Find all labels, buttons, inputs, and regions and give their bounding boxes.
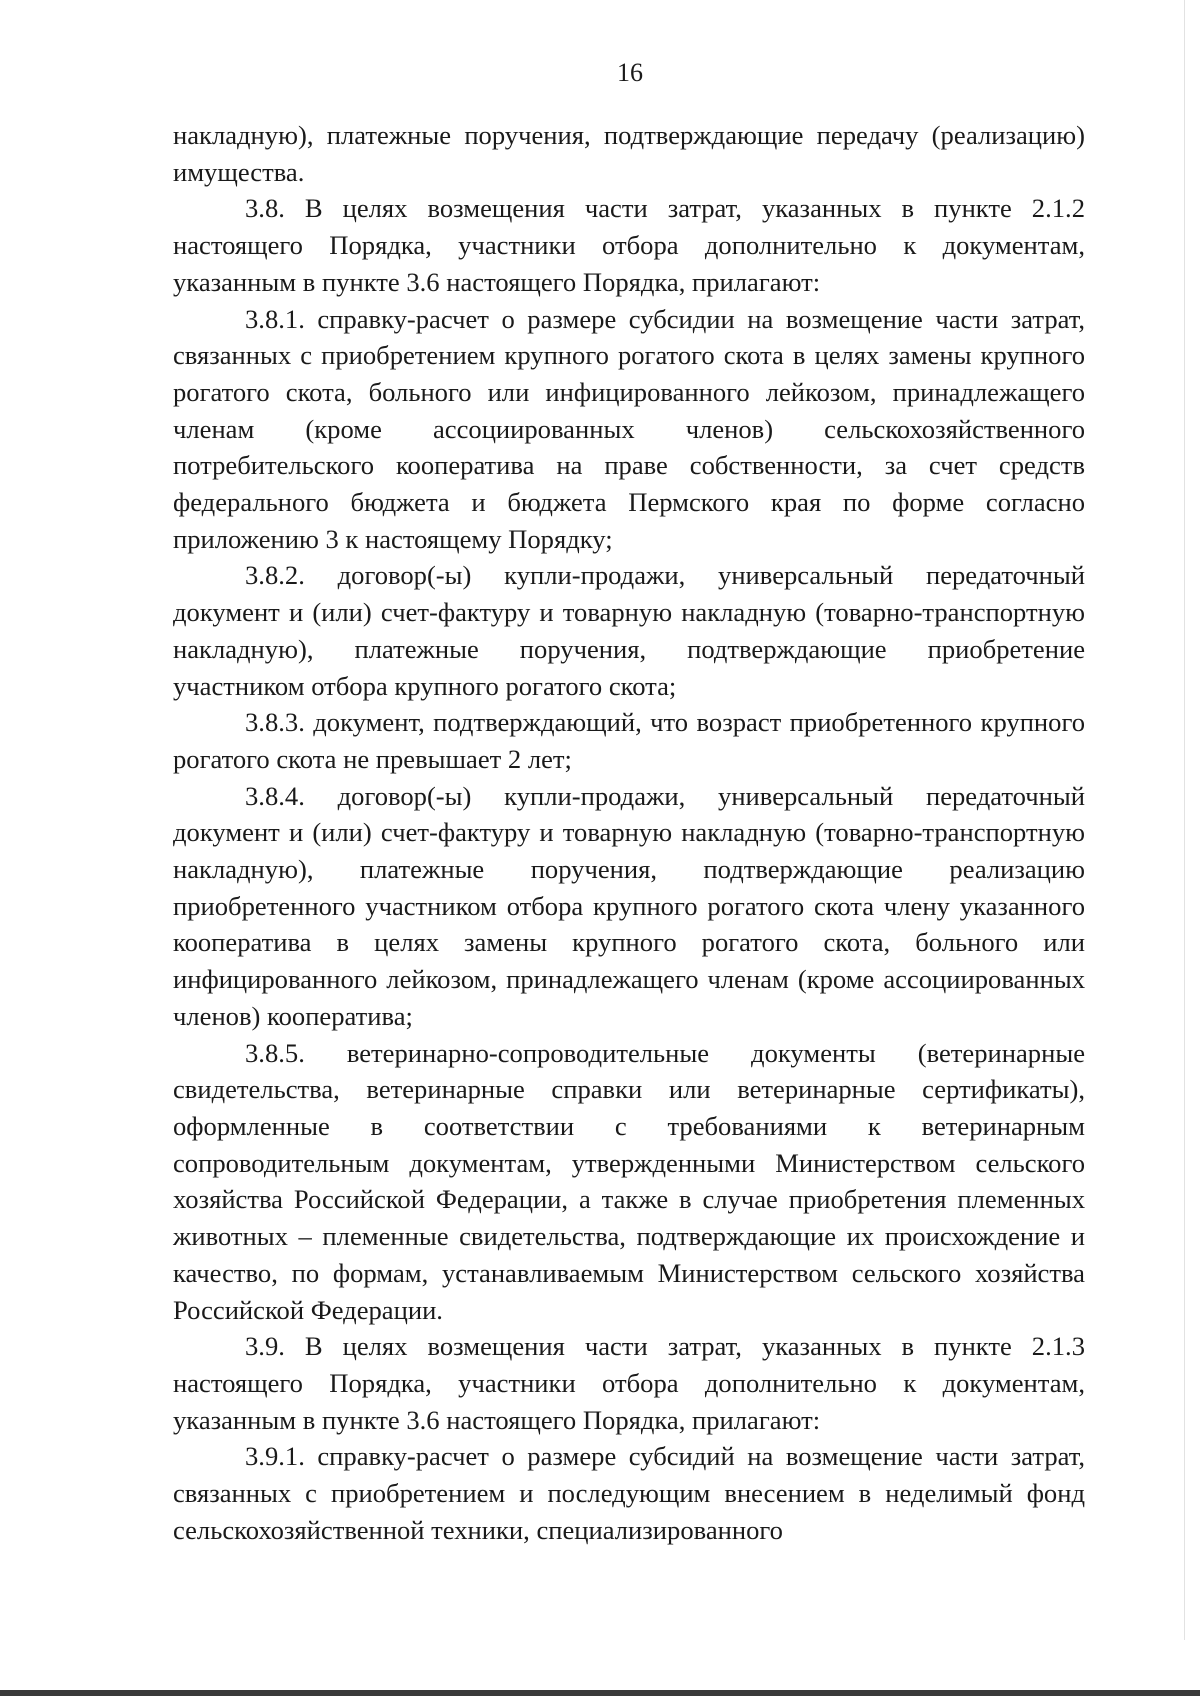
paragraph-continuation: накладную), платежные поручения, подтверждающие передачу (реализацию) имущества. [173,120,1085,187]
paragraph-3-8: 3.8. В целях возмещения части затрат, указанных в пункте 2.1.2 настоящего Порядка, участники отбора дополнительно к документам, указанным в пункте 3.6 настоящего Порядка, прилагают: [173,193,1085,297]
document-body [173,117,1085,1548]
paragraph-3-9-1: 3.9.1. справку-расчет о размере субсидий на возмещение части затрат, связанных с приобретением и последующим внесением в неделимый фонд сельскохозяйственной техники, специализированного [173,1441,1085,1545]
page-number: 16 [617,58,643,87]
paragraph-3-8-2: 3.8.2. договор(-ы) купли-продажи, универсальный передаточный документ и (или) счет-фактуру и товарную накладную (товарно-транспортную накладную), платежные поручения, подтверждающие приобретение участником отбора крупного рогатого скота; [173,560,1085,701]
paragraph-3-8-4: 3.8.4. договор(-ы) купли-продажи, универсальный передаточный документ и (или) счет-фактуру и товарную накладную (товарно-транспортную накладную), платежные поручения, подтверждающие реализацию приобретенного участником отбора крупного рогатого скота члену указанного кооператива в целях замены крупного рогатого скота, больного или инфицированного лейкозом, принадлежащего членам (кроме ассоциированных членов) кооператива; [173,780,1085,1031]
paragraph-3-9: 3.9. В целях возмещения части затрат, указанных в пункте 2.1.3 настоящего Порядка, участники отбора дополнительно к документам, указанным в пункте 3.6 настоящего Порядка, прилагают: [173,1331,1085,1435]
scan-bottom-border [0,1690,1200,1696]
paragraph-3-8-5: 3.8.5. ветеринарно-сопроводительные документы (ветеринарные свидетельства, ветеринарные справки или ветеринарные сертификаты), оформленные в соответствии с требованиями к ветеринарным сопроводительным документам, утвержденными Министерством сельского хозяйства Российской Федерации, а также в случае приобретения племенных животных – племенные свидетельства, подтверждающие их происхождение и качество, по формам, устанавливаемым Министерством сельского хозяйства Российской Федерации. [173,1037,1085,1325]
scan-edge-line [1184,0,1185,1640]
paragraph-3-8-1: 3.8.1. справку-расчет о размере субсидии на возмещение части затрат, связанных с приобретением крупного рогатого скота в целях замены крупного рогатого скота, больного или инфицированного лейкозом, принадлежащего членам (кроме ассоциированных членов) сельскохозяйственного потребительского кооператива на праве собственности, за счет средств федерального бюджета и бюджета Пермского края по форме согласно приложению 3 к настоящему Порядку; [173,303,1085,554]
paragraph-3-8-3: 3.8.3. документ, подтверждающий, что возраст приобретенного крупного рогатого скота не превышает 2 лет; [173,707,1085,774]
